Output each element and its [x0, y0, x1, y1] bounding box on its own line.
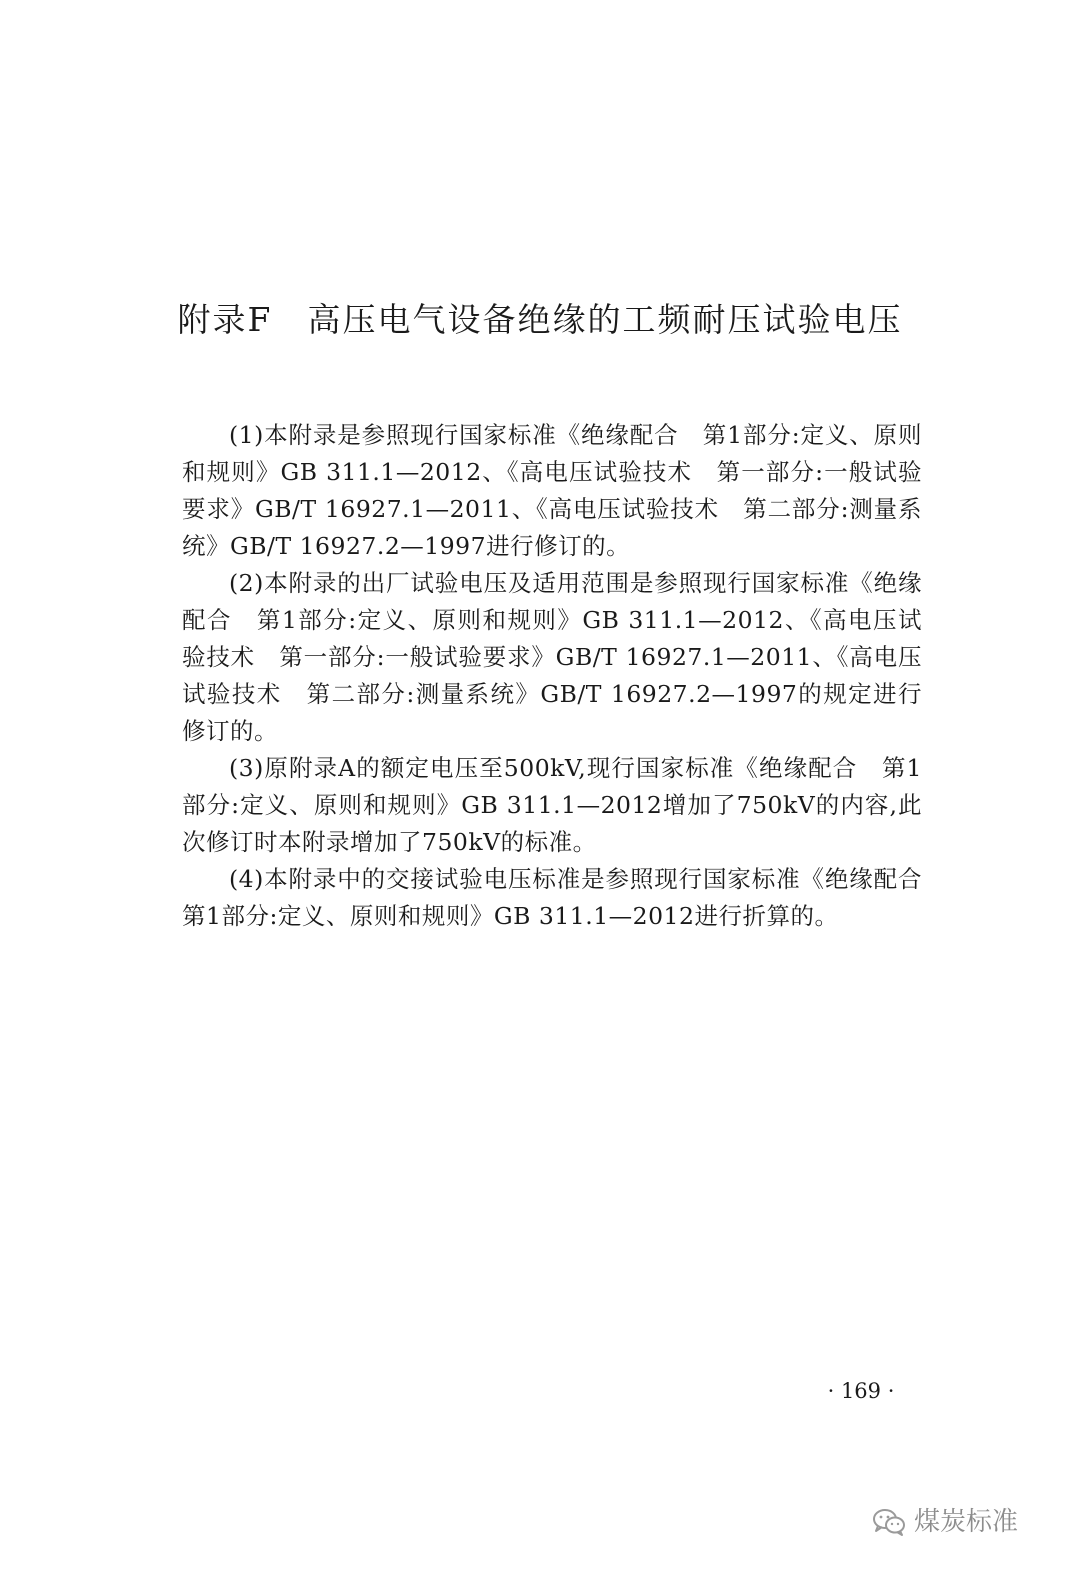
- wechat-icon: [872, 1507, 906, 1537]
- paragraph-4: (4)本附录中的交接试验电压标准是参照现行国家标准《绝缘配合 第1部分:定义、原则和规则》GB 311.1—2012进行折算的。: [182, 865, 946, 930]
- watermark-text: 煤炭标准: [914, 1507, 1019, 1537]
- body-text: [182, 417, 946, 935]
- paragraph-3: (3)原附录A的额定电压至500kV,现行国家标准《绝缘配合 第1部分:定义、原则和规则》GB 311.1—2012增加了750kV的内容,此次修订时本附录增加了750kV的标准。: [182, 754, 922, 856]
- watermark: [872, 1500, 1052, 1544]
- page-title: 附录F 高压电气设备绝缘的工频耐压试验电压: [177, 300, 903, 339]
- page-number: · 169 ·: [827, 1379, 895, 1403]
- paragraph-2: (2)本附录的出厂试验电压及适用范围是参照现行国家标准《绝缘配合 第1部分:定义、原则和规则》GB 311.1—2012、《高电压试验技术 第一部分:一般试验要求》GB/T 16927.1—2011、《高电压试验技术 第二部分:测量系统》GB/T 16927.2—1997的规定进行修订的。: [182, 569, 922, 745]
- paragraph-1: (1)本附录是参照现行国家标准《绝缘配合 第1部分:定义、原则和规则》GB 311.1—2012、《高电压试验技术 第一部分:一般试验要求》GB/T 16927.1—2011、《高电压试验技术 第二部分:测量系统》GB/T 16927.2—1997进行修订的。: [182, 421, 922, 560]
